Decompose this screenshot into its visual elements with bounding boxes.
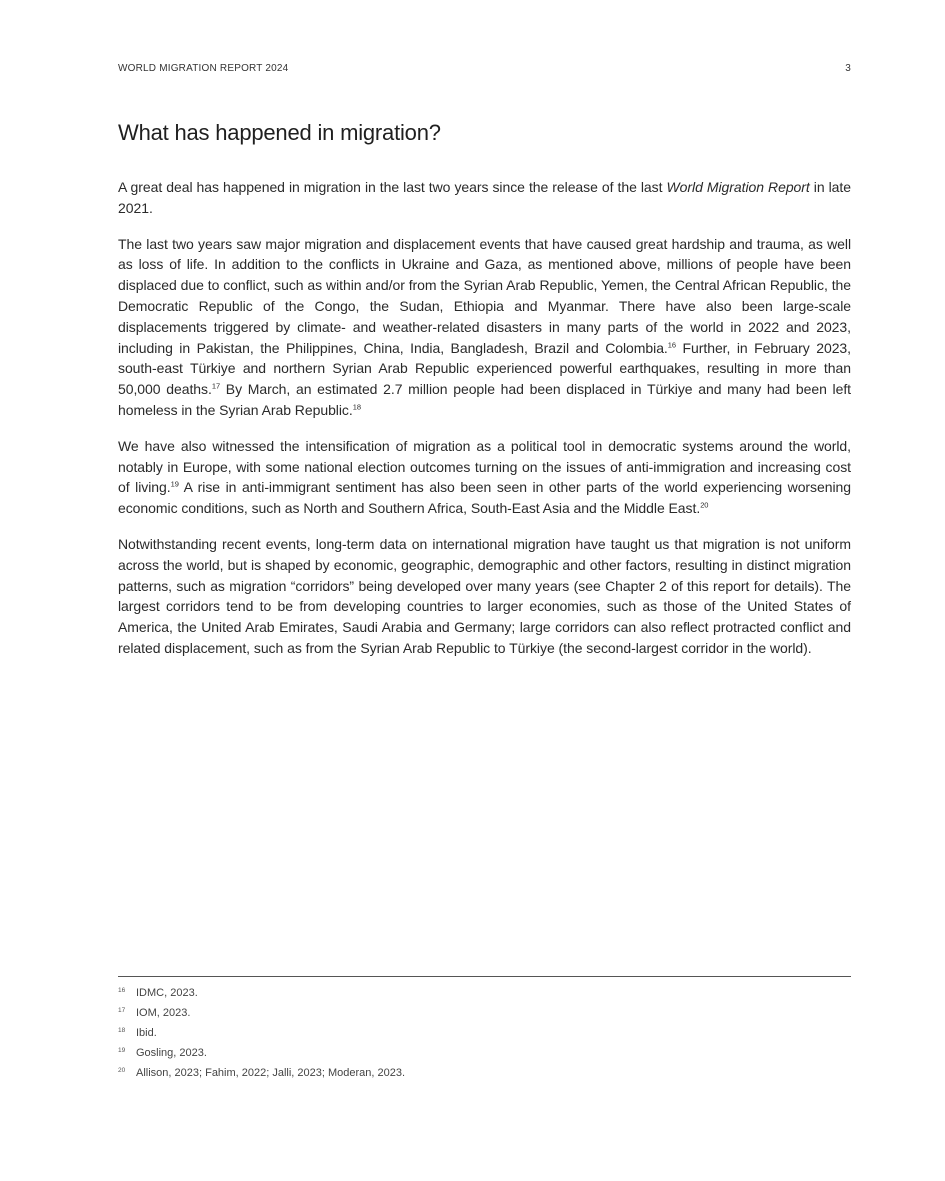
document-page: [118, 0, 851, 1181]
footnote-text: IOM, 2023.: [136, 1007, 191, 1019]
paragraph-2-text-c: By March, an estimated 2.7 million people had been displaced in Türkiye and many had been left homeless in the Syrian Arab Republic.: [118, 381, 851, 418]
footnote-number: 19: [118, 1047, 126, 1054]
footnote-ref-20[interactable]: 20: [700, 500, 709, 510]
paragraph-4-text-a: Notwithstanding recent events, long-term data on international migration have taught us that migration is not uniform across the world, but is shaped by economic, geographic, demographic and other factors, resulting in distinct migration patterns, such as migration “corridors” being developed over many years (see Chapter 2 of this report for details). The largest corridors tend to be from developing countries to larger economies, such as those of the United States of America, the United Arab Emirates, Saudi Arabia and Germany; large corridors can also reflect protracted conflict and related displacement, such as from the Syrian Arab Republic to Türkiye (the second-largest corridor in the world).: [118, 535, 851, 656]
paragraph-3: [118, 436, 851, 519]
page-number: 3: [845, 63, 851, 74]
paragraph-1: [118, 177, 851, 219]
footnote-text: Allison, 2023; Fahim, 2022; Jalli, 2023; Moderan, 2023.: [136, 1067, 406, 1079]
footnote-number: 18: [118, 1027, 126, 1034]
footnote-item: [118, 1004, 851, 1024]
footnote-number: 20: [118, 1067, 126, 1074]
footnote-item: [118, 1064, 851, 1084]
paragraph-1-text-a: A great deal has happened in migration in the last two years since the release of the last: [118, 179, 667, 195]
footnote-item: [118, 984, 851, 1004]
footnote-ref-17[interactable]: 17: [211, 381, 221, 391]
body-text: [118, 177, 851, 674]
running-header: [118, 63, 851, 74]
footnote-item: [118, 1044, 851, 1064]
paragraph-1-text-b: in late 2021.: [118, 179, 851, 216]
footnote-item: [118, 1024, 851, 1044]
footnote-ref-18[interactable]: 18: [352, 402, 361, 412]
paragraph-2-text-a: The last two years saw major migration and displacement events that have caused great hardship and trauma, as well as loss of life. In addition to the conflicts in Ukraine and Gaza, as mentioned above, millions of people have been displaced due to conflict, such as within and/or from the Syrian Arab Republic, Yemen, the Central African Republic, the Democratic Republic of the Congo, the Sudan, Ethiopia and Myanmar. There have also been large-scale displacements triggered by climate- and weather-related disasters in many parts of the world in 2022 and 2023, including in Pakistan, the Philippines, China, India, Bangladesh, Brazil and Colombia.: [118, 235, 851, 356]
paragraph-3-text-b: A rise in anti-immigrant sentiment has also been seen in other parts of the world experiencing worsening economic conditions, such as North and Southern Africa, South-East Asia and the Middle East.: [118, 479, 851, 517]
footnote-text: Gosling, 2023.: [136, 1047, 207, 1059]
paragraph-2-text-b: Further, in February 2023, south-east Türkiye and northern Syrian Arab Republic experienced powerful earthquakes, resulting in more than 50,000 deaths.: [118, 339, 851, 398]
report-title-italic: World Migration Report: [666, 179, 810, 195]
footnote-number: 17: [118, 1007, 126, 1014]
footnotes: [118, 976, 851, 1084]
footnote-ref-19[interactable]: 19: [170, 479, 179, 489]
paragraph-2: [118, 234, 851, 421]
section-heading: What has happened in migration?: [118, 120, 441, 145]
report-title: WORLD MIGRATION REPORT 2024: [118, 63, 289, 74]
footnote-number: 16: [118, 987, 126, 994]
footnote-text: IDMC, 2023.: [136, 987, 198, 999]
footnote-text: Ibid.: [136, 1027, 157, 1039]
paragraph-3-text-a: We have also witnessed the intensification of migration as a political tool in democratic systems around the world, notably in Europe, with some national election outcomes turning on the issues of anti-immigration and increasing cost of living.: [118, 437, 851, 496]
paragraph-4: [118, 534, 851, 659]
footnote-ref-16[interactable]: 16: [667, 339, 677, 349]
